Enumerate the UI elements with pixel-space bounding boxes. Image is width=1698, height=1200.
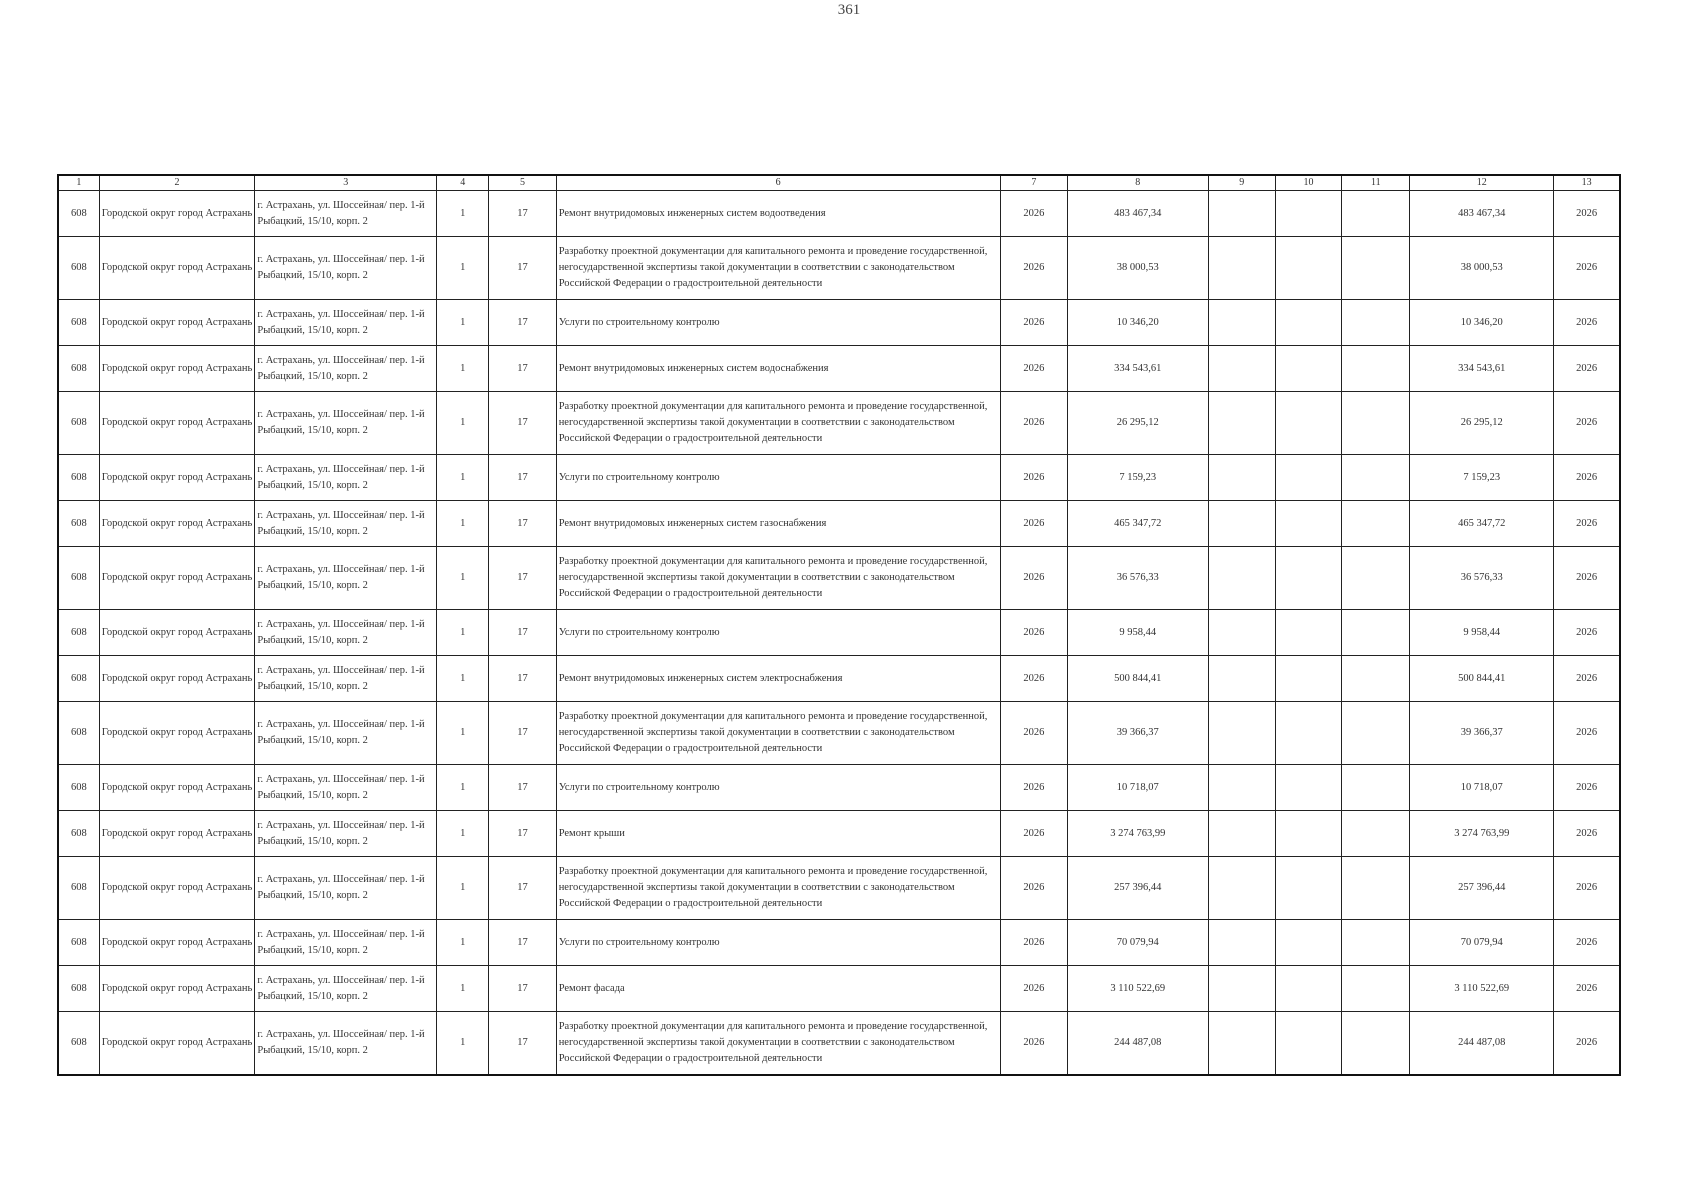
cell-row-number: 608	[58, 656, 99, 702]
cell-col-5: 17	[489, 610, 556, 656]
cell-completion-year: 2026	[1554, 656, 1620, 702]
cell-work-type: Услуги по строительному контролю	[556, 455, 1000, 501]
cell-completion-year: 2026	[1554, 392, 1620, 455]
cell-col-9	[1208, 191, 1275, 237]
cell-address: г. Астрахань, ул. Шоссейная/ пер. 1-й Рыбацкий, 15/10, корп. 2	[255, 547, 437, 610]
cell-completion-year: 2026	[1554, 811, 1620, 857]
table-row	[58, 191, 1620, 237]
cell-completion-year: 2026	[1554, 920, 1620, 966]
cell-col-4: 1	[437, 501, 489, 547]
cell-municipality: Городской округ город Астрахань	[99, 392, 255, 455]
column-header: 8	[1067, 175, 1208, 191]
column-header: 2	[99, 175, 255, 191]
cell-total-cost: 244 487,08	[1067, 1012, 1208, 1075]
cell-completion-year: 2026	[1554, 300, 1620, 346]
cell-col-9	[1208, 300, 1275, 346]
cell-row-number: 608	[58, 346, 99, 392]
cell-completion-year: 2026	[1554, 765, 1620, 811]
cell-col-10	[1275, 920, 1341, 966]
cell-work-type: Ремонт внутридомовых инженерных систем водоотведения	[556, 191, 1000, 237]
cell-total-cost: 70 079,94	[1067, 920, 1208, 966]
cell-work-type: Ремонт фасада	[556, 966, 1000, 1012]
cell-completion-year: 2026	[1554, 1012, 1620, 1075]
cell-funds: 39 366,37	[1410, 702, 1554, 765]
cell-total-cost: 10 718,07	[1067, 765, 1208, 811]
cell-address: г. Астрахань, ул. Шоссейная/ пер. 1-й Рыбацкий, 15/10, корп. 2	[255, 191, 437, 237]
cell-col-10	[1275, 1012, 1341, 1075]
cell-col-4: 1	[437, 300, 489, 346]
cell-completion-year: 2026	[1554, 702, 1620, 765]
cell-row-number: 608	[58, 920, 99, 966]
cell-municipality: Городской округ город Астрахань	[99, 765, 255, 811]
cell-col-11	[1342, 237, 1410, 300]
cell-col-11	[1342, 191, 1410, 237]
cell-total-cost: 3 110 522,69	[1067, 966, 1208, 1012]
cell-total-cost: 36 576,33	[1067, 547, 1208, 610]
table-row	[58, 920, 1620, 966]
cell-municipality: Городской округ город Астрахань	[99, 191, 255, 237]
cell-col-10	[1275, 966, 1341, 1012]
cell-col-10	[1275, 610, 1341, 656]
cell-address: г. Астрахань, ул. Шоссейная/ пер. 1-й Рыбацкий, 15/10, корп. 2	[255, 857, 437, 920]
cell-work-type: Разработку проектной документации для капитального ремонта и проведение государственной, негосударственной экспертизы такой документации в соответствии с законодательством Российской Федерации о градостроительной деятельности	[556, 237, 1000, 300]
cell-year: 2026	[1000, 455, 1067, 501]
cell-municipality: Городской округ город Астрахань	[99, 1012, 255, 1075]
cell-year: 2026	[1000, 501, 1067, 547]
cell-funds: 334 543,61	[1410, 346, 1554, 392]
cell-work-type: Разработку проектной документации для капитального ремонта и проведение государственной, негосударственной экспертизы такой документации в соответствии с законодательством Российской Федерации о градостроительной деятельности	[556, 702, 1000, 765]
column-header: 6	[556, 175, 1000, 191]
cell-row-number: 608	[58, 392, 99, 455]
cell-address: г. Астрахань, ул. Шоссейная/ пер. 1-й Рыбацкий, 15/10, корп. 2	[255, 346, 437, 392]
cell-col-5: 17	[489, 346, 556, 392]
cell-col-5: 17	[489, 300, 556, 346]
cell-row-number: 608	[58, 455, 99, 501]
cell-col-10	[1275, 702, 1341, 765]
table-body	[58, 191, 1620, 1075]
cell-col-11	[1342, 1012, 1410, 1075]
table-row	[58, 811, 1620, 857]
cell-col-9	[1208, 811, 1275, 857]
cell-row-number: 608	[58, 501, 99, 547]
cell-col-5: 17	[489, 656, 556, 702]
cell-year: 2026	[1000, 765, 1067, 811]
cell-funds: 3 110 522,69	[1410, 966, 1554, 1012]
column-header: 10	[1275, 175, 1341, 191]
cell-col-10	[1275, 346, 1341, 392]
column-header: 1	[58, 175, 99, 191]
cell-col-10	[1275, 765, 1341, 811]
column-header: 13	[1554, 175, 1620, 191]
cell-col-4: 1	[437, 346, 489, 392]
cell-funds: 500 844,41	[1410, 656, 1554, 702]
cell-col-4: 1	[437, 455, 489, 501]
cell-col-9	[1208, 547, 1275, 610]
cell-address: г. Астрахань, ул. Шоссейная/ пер. 1-й Рыбацкий, 15/10, корп. 2	[255, 702, 437, 765]
table-row	[58, 300, 1620, 346]
cell-col-9	[1208, 237, 1275, 300]
cell-total-cost: 26 295,12	[1067, 392, 1208, 455]
table-row	[58, 857, 1620, 920]
cell-municipality: Городской округ город Астрахань	[99, 346, 255, 392]
cell-address: г. Астрахань, ул. Шоссейная/ пер. 1-й Рыбацкий, 15/10, корп. 2	[255, 966, 437, 1012]
cell-col-4: 1	[437, 610, 489, 656]
cell-address: г. Астрахань, ул. Шоссейная/ пер. 1-й Рыбацкий, 15/10, корп. 2	[255, 501, 437, 547]
cell-total-cost: 257 396,44	[1067, 857, 1208, 920]
cell-col-4: 1	[437, 920, 489, 966]
page-number: 361	[837, 2, 861, 18]
cell-total-cost: 334 543,61	[1067, 346, 1208, 392]
cell-work-type: Разработку проектной документации для капитального ремонта и проведение государственной, негосударственной экспертизы такой документации в соответствии с законодательством Российской Федерации о градостроительной деятельности	[556, 857, 1000, 920]
cell-work-type: Ремонт внутридомовых инженерных систем водоснабжения	[556, 346, 1000, 392]
cell-col-5: 17	[489, 765, 556, 811]
cell-col-4: 1	[437, 857, 489, 920]
cell-total-cost: 38 000,53	[1067, 237, 1208, 300]
cell-col-4: 1	[437, 191, 489, 237]
cell-col-10	[1275, 392, 1341, 455]
table-row	[58, 765, 1620, 811]
cell-municipality: Городской округ город Астрахань	[99, 966, 255, 1012]
cell-col-11	[1342, 501, 1410, 547]
cell-total-cost: 7 159,23	[1067, 455, 1208, 501]
table-row	[58, 547, 1620, 610]
cell-work-type: Услуги по строительному контролю	[556, 920, 1000, 966]
cell-municipality: Городской округ город Астрахань	[99, 610, 255, 656]
cell-col-5: 17	[489, 455, 556, 501]
cell-work-type: Разработку проектной документации для капитального ремонта и проведение государственной, негосударственной экспертизы такой документации в соответствии с законодательством Российской Федерации о градостроительной деятельности	[556, 392, 1000, 455]
cell-address: г. Астрахань, ул. Шоссейная/ пер. 1-й Рыбацкий, 15/10, корп. 2	[255, 237, 437, 300]
cell-year: 2026	[1000, 191, 1067, 237]
cell-col-9	[1208, 610, 1275, 656]
cell-row-number: 608	[58, 857, 99, 920]
column-header: 9	[1208, 175, 1275, 191]
cell-completion-year: 2026	[1554, 547, 1620, 610]
cell-col-9	[1208, 656, 1275, 702]
cell-col-10	[1275, 455, 1341, 501]
cell-completion-year: 2026	[1554, 966, 1620, 1012]
cell-funds: 70 079,94	[1410, 920, 1554, 966]
cell-year: 2026	[1000, 547, 1067, 610]
cell-row-number: 608	[58, 191, 99, 237]
cell-total-cost: 10 346,20	[1067, 300, 1208, 346]
cell-col-9	[1208, 1012, 1275, 1075]
cell-col-4: 1	[437, 966, 489, 1012]
cell-row-number: 608	[58, 966, 99, 1012]
cell-col-4: 1	[437, 1012, 489, 1075]
cell-col-5: 17	[489, 920, 556, 966]
cell-col-9	[1208, 857, 1275, 920]
cell-col-4: 1	[437, 811, 489, 857]
cell-col-5: 17	[489, 392, 556, 455]
cell-funds: 7 159,23	[1410, 455, 1554, 501]
cell-year: 2026	[1000, 857, 1067, 920]
table-row	[58, 1012, 1620, 1075]
cell-completion-year: 2026	[1554, 191, 1620, 237]
cell-col-10	[1275, 501, 1341, 547]
cell-col-11	[1342, 966, 1410, 1012]
cell-row-number: 608	[58, 1012, 99, 1075]
cell-col-11	[1342, 455, 1410, 501]
cell-address: г. Астрахань, ул. Шоссейная/ пер. 1-й Рыбацкий, 15/10, корп. 2	[255, 811, 437, 857]
cell-col-10	[1275, 811, 1341, 857]
cell-col-9	[1208, 966, 1275, 1012]
cell-row-number: 608	[58, 237, 99, 300]
cell-municipality: Городской округ город Астрахань	[99, 237, 255, 300]
works-table	[57, 174, 1621, 1076]
cell-col-10	[1275, 547, 1341, 610]
cell-year: 2026	[1000, 811, 1067, 857]
cell-address: г. Астрахань, ул. Шоссейная/ пер. 1-й Рыбацкий, 15/10, корп. 2	[255, 610, 437, 656]
cell-year: 2026	[1000, 610, 1067, 656]
cell-funds: 36 576,33	[1410, 547, 1554, 610]
cell-year: 2026	[1000, 392, 1067, 455]
table-row	[58, 346, 1620, 392]
cell-col-5: 17	[489, 966, 556, 1012]
cell-address: г. Астрахань, ул. Шоссейная/ пер. 1-й Рыбацкий, 15/10, корп. 2	[255, 920, 437, 966]
cell-work-type: Разработку проектной документации для капитального ремонта и проведение государственной, негосударственной экспертизы такой документации в соответствии с законодательством Российской Федерации о градостроительной деятельности	[556, 547, 1000, 610]
cell-funds: 257 396,44	[1410, 857, 1554, 920]
cell-col-4: 1	[437, 392, 489, 455]
cell-row-number: 608	[58, 547, 99, 610]
cell-row-number: 608	[58, 300, 99, 346]
cell-work-type: Ремонт крыши	[556, 811, 1000, 857]
cell-col-11	[1342, 300, 1410, 346]
column-header: 5	[489, 175, 556, 191]
cell-year: 2026	[1000, 237, 1067, 300]
cell-col-4: 1	[437, 237, 489, 300]
cell-completion-year: 2026	[1554, 346, 1620, 392]
cell-col-5: 17	[489, 237, 556, 300]
cell-year: 2026	[1000, 702, 1067, 765]
cell-col-11	[1342, 610, 1410, 656]
cell-col-9	[1208, 455, 1275, 501]
cell-col-10	[1275, 300, 1341, 346]
cell-col-5: 17	[489, 501, 556, 547]
cell-col-4: 1	[437, 765, 489, 811]
cell-col-5: 17	[489, 1012, 556, 1075]
cell-completion-year: 2026	[1554, 501, 1620, 547]
table-row	[58, 237, 1620, 300]
cell-municipality: Городской округ город Астрахань	[99, 920, 255, 966]
cell-col-10	[1275, 237, 1341, 300]
cell-col-9	[1208, 702, 1275, 765]
cell-completion-year: 2026	[1554, 455, 1620, 501]
cell-completion-year: 2026	[1554, 237, 1620, 300]
cell-address: г. Астрахань, ул. Шоссейная/ пер. 1-й Рыбацкий, 15/10, корп. 2	[255, 765, 437, 811]
cell-funds: 465 347,72	[1410, 501, 1554, 547]
table-row	[58, 392, 1620, 455]
cell-col-11	[1342, 392, 1410, 455]
cell-work-type: Услуги по строительному контролю	[556, 765, 1000, 811]
cell-col-5: 17	[489, 857, 556, 920]
cell-funds: 483 467,34	[1410, 191, 1554, 237]
cell-work-type: Разработку проектной документации для капитального ремонта и проведение государственной, негосударственной экспертизы такой документации в соответствии с законодательством Российской Федерации о градостроительной деятельности	[556, 1012, 1000, 1075]
column-header: 7	[1000, 175, 1067, 191]
cell-col-11	[1342, 857, 1410, 920]
cell-col-4: 1	[437, 656, 489, 702]
cell-col-11	[1342, 811, 1410, 857]
cell-year: 2026	[1000, 656, 1067, 702]
cell-row-number: 608	[58, 811, 99, 857]
cell-col-11	[1342, 702, 1410, 765]
cell-total-cost: 9 958,44	[1067, 610, 1208, 656]
cell-col-9	[1208, 346, 1275, 392]
cell-work-type: Ремонт внутридомовых инженерных систем газоснабжения	[556, 501, 1000, 547]
cell-year: 2026	[1000, 966, 1067, 1012]
table-row	[58, 702, 1620, 765]
cell-funds: 26 295,12	[1410, 392, 1554, 455]
cell-col-5: 17	[489, 811, 556, 857]
cell-year: 2026	[1000, 346, 1067, 392]
cell-funds: 244 487,08	[1410, 1012, 1554, 1075]
cell-municipality: Городской округ город Астрахань	[99, 857, 255, 920]
table-row	[58, 501, 1620, 547]
cell-col-11	[1342, 547, 1410, 610]
cell-funds: 3 274 763,99	[1410, 811, 1554, 857]
cell-col-5: 17	[489, 547, 556, 610]
column-number-row	[58, 175, 1620, 191]
cell-col-11	[1342, 346, 1410, 392]
cell-work-type: Услуги по строительному контролю	[556, 610, 1000, 656]
column-header: 4	[437, 175, 489, 191]
cell-col-11	[1342, 656, 1410, 702]
cell-col-11	[1342, 765, 1410, 811]
cell-completion-year: 2026	[1554, 857, 1620, 920]
cell-col-10	[1275, 857, 1341, 920]
cell-total-cost: 483 467,34	[1067, 191, 1208, 237]
cell-address: г. Астрахань, ул. Шоссейная/ пер. 1-й Рыбацкий, 15/10, корп. 2	[255, 300, 437, 346]
cell-row-number: 608	[58, 610, 99, 656]
cell-col-10	[1275, 191, 1341, 237]
cell-funds: 10 718,07	[1410, 765, 1554, 811]
column-header: 12	[1410, 175, 1554, 191]
cell-address: г. Астрахань, ул. Шоссейная/ пер. 1-й Рыбацкий, 15/10, корп. 2	[255, 455, 437, 501]
table-row	[58, 966, 1620, 1012]
cell-total-cost: 3 274 763,99	[1067, 811, 1208, 857]
cell-address: г. Астрахань, ул. Шоссейная/ пер. 1-й Рыбацкий, 15/10, корп. 2	[255, 1012, 437, 1075]
cell-col-10	[1275, 656, 1341, 702]
cell-col-9	[1208, 501, 1275, 547]
cell-col-5: 17	[489, 702, 556, 765]
table-row	[58, 656, 1620, 702]
cell-col-9	[1208, 392, 1275, 455]
cell-municipality: Городской округ город Астрахань	[99, 501, 255, 547]
cell-municipality: Городской округ город Астрахань	[99, 811, 255, 857]
cell-work-type: Услуги по строительному контролю	[556, 300, 1000, 346]
cell-funds: 9 958,44	[1410, 610, 1554, 656]
cell-col-5: 17	[489, 191, 556, 237]
cell-municipality: Городской округ город Астрахань	[99, 455, 255, 501]
cell-year: 2026	[1000, 920, 1067, 966]
table-row	[58, 455, 1620, 501]
cell-municipality: Городской округ город Астрахань	[99, 656, 255, 702]
cell-funds: 10 346,20	[1410, 300, 1554, 346]
cell-year: 2026	[1000, 300, 1067, 346]
cell-total-cost: 465 347,72	[1067, 501, 1208, 547]
cell-address: г. Астрахань, ул. Шоссейная/ пер. 1-й Рыбацкий, 15/10, корп. 2	[255, 656, 437, 702]
cell-row-number: 608	[58, 702, 99, 765]
column-header: 3	[255, 175, 437, 191]
cell-work-type: Ремонт внутридомовых инженерных систем электроснабжения	[556, 656, 1000, 702]
cell-row-number: 608	[58, 765, 99, 811]
cell-total-cost: 39 366,37	[1067, 702, 1208, 765]
cell-col-9	[1208, 920, 1275, 966]
cell-col-11	[1342, 920, 1410, 966]
cell-municipality: Городской округ город Астрахань	[99, 300, 255, 346]
cell-year: 2026	[1000, 1012, 1067, 1075]
cell-completion-year: 2026	[1554, 610, 1620, 656]
cell-funds: 38 000,53	[1410, 237, 1554, 300]
cell-col-4: 1	[437, 702, 489, 765]
table-row	[58, 610, 1620, 656]
cell-total-cost: 500 844,41	[1067, 656, 1208, 702]
cell-col-9	[1208, 765, 1275, 811]
cell-col-4: 1	[437, 547, 489, 610]
cell-address: г. Астрахань, ул. Шоссейная/ пер. 1-й Рыбацкий, 15/10, корп. 2	[255, 392, 437, 455]
cell-municipality: Городской округ город Астрахань	[99, 547, 255, 610]
cell-municipality: Городской округ город Астрахань	[99, 702, 255, 765]
column-header: 11	[1342, 175, 1410, 191]
